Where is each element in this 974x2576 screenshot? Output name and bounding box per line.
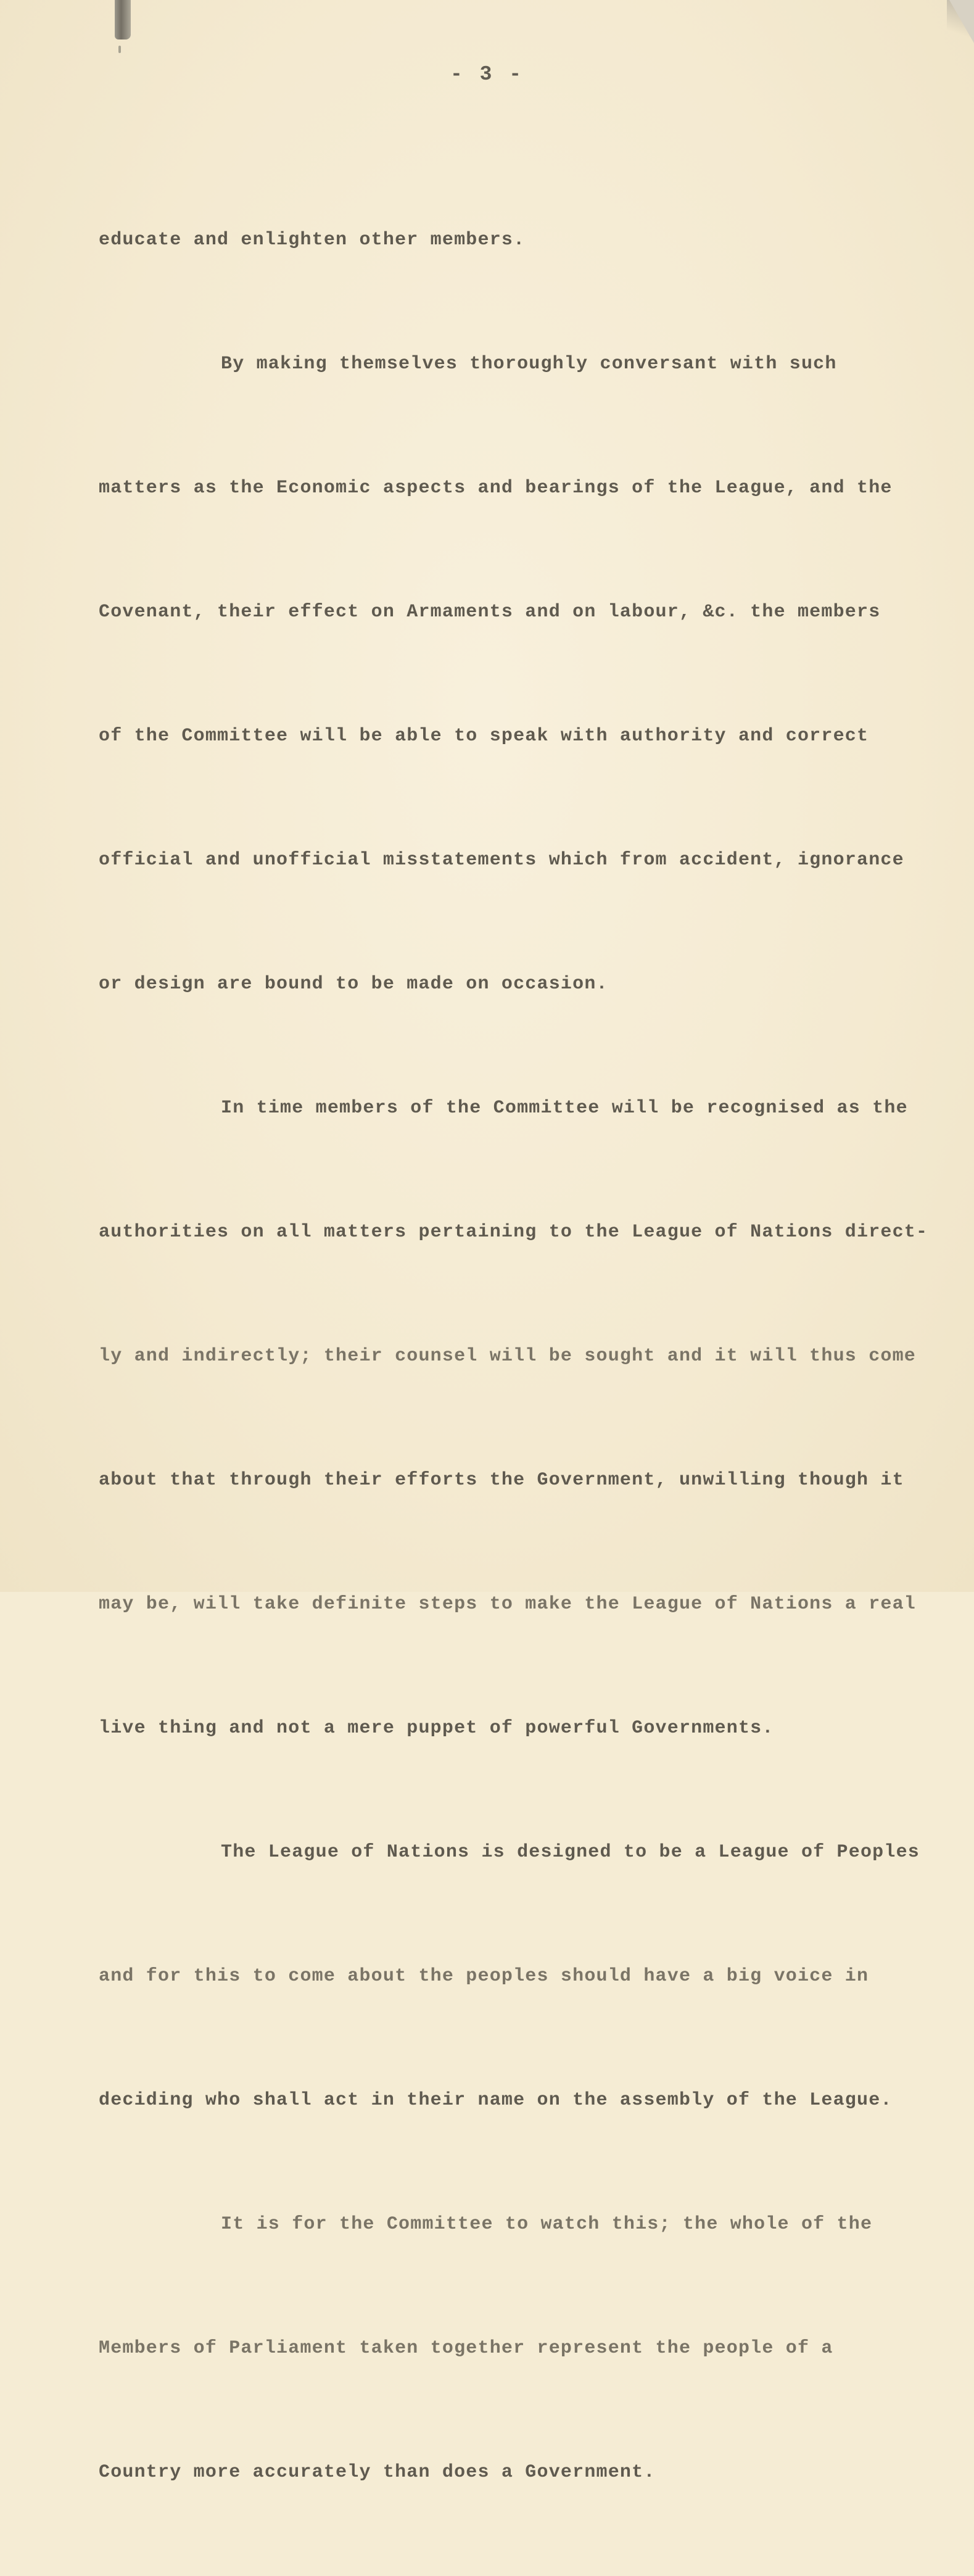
text-line: and for this to come about the peoples should have a big voice in [99, 1966, 869, 1987]
text-line: authorities on all matters pertaining to the League of Nations direct- [99, 1222, 928, 1243]
text-line: Covenant, their effect on Armaments and on labour, &c. the members [99, 602, 881, 623]
text-line: may be, will take definite steps to make the League of Nations a real [99, 1594, 917, 1615]
text-line: educate and enlighten other members. [99, 230, 526, 251]
text-line: matters as the Economic aspects and bearings of the League, and the [99, 478, 893, 499]
text-line: live thing and not a mere puppet of powerful Governments. [99, 1718, 774, 1739]
text-line: or design are bound to be made on occasion. [99, 974, 608, 995]
page-number: - 3 - [450, 63, 524, 86]
text-line: The League of Nations is designed to be a League of Peoples [221, 1842, 920, 1863]
text-line: In time members of the Committee will be recognised as the [221, 1098, 908, 1119]
corner-fold [949, 0, 974, 43]
text-line: deciding who shall act in their name on the assembly of the League. [99, 2090, 893, 2111]
text-line: By making themselves thoroughly conversant with such [221, 354, 837, 375]
text-line: about that through their efforts the Government, unwilling though it [99, 1470, 904, 1491]
text-line: ly and indirectly; their counsel will be sought and it will thus come [99, 1346, 917, 1367]
text-line: of the Committee will be able to speak with authority and correct [99, 726, 869, 747]
typed-body-text [99, 137, 962, 2576]
binding-hole-mark [118, 46, 121, 53]
text-line: official and unofficial misstatements which from accident, ignorance [99, 850, 904, 871]
text-line: It is for the Committee to watch this; the whole of the [221, 2214, 873, 2235]
text-line: Members of Parliament taken together represent the people of a [99, 2338, 833, 2359]
text-line: Country more accurately than does a Government. [99, 2462, 656, 2483]
binding-clip-mark [115, 0, 131, 39]
